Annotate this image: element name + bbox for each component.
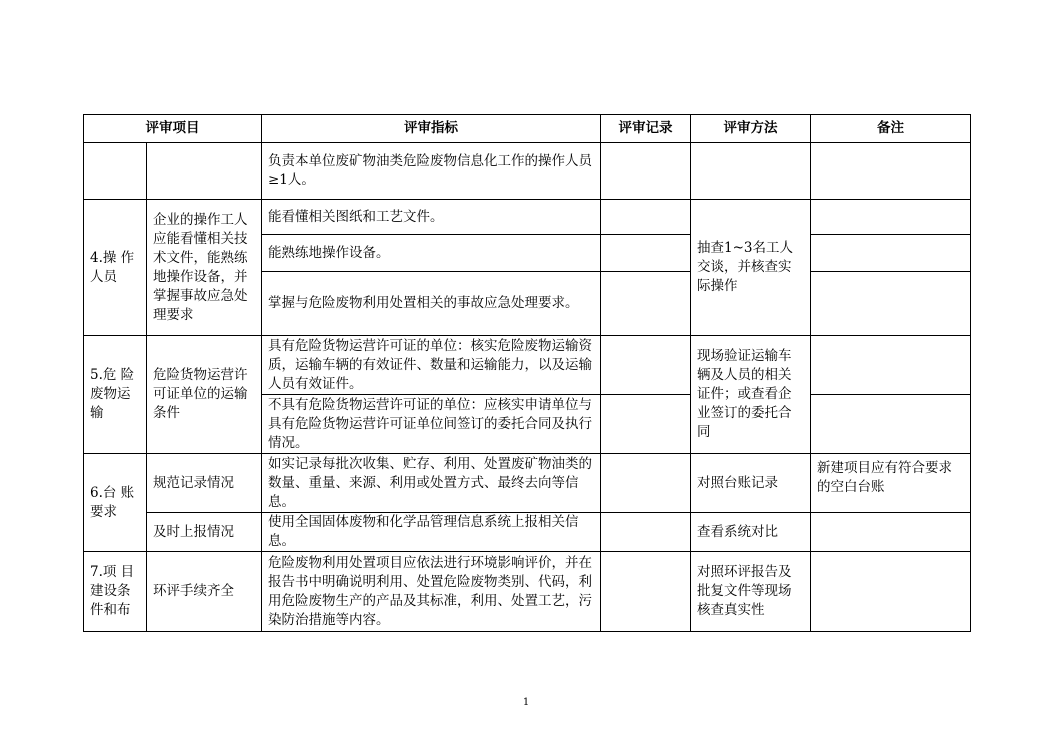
item-cell: 4.操 作人员 <box>84 200 147 336</box>
note-cell <box>811 143 971 200</box>
indicator-cell: 不具有危险货物运营许可证的单位：应核实申请单位与具有危险货物运营许可证单位间签订的委托合同及执行情况。 <box>262 395 601 454</box>
review-table <box>83 114 971 632</box>
record-cell <box>601 513 691 552</box>
note-cell <box>811 513 971 552</box>
sub-item-cell: 危险货物运营许可证单位的运输条件 <box>147 336 262 454</box>
method-cell <box>691 143 811 200</box>
header-review-indicator: 评审指标 <box>262 115 601 143</box>
record-cell <box>601 200 691 235</box>
header-review-record: 评审记录 <box>601 115 691 143</box>
note-cell <box>811 235 971 272</box>
note-cell <box>811 395 971 454</box>
record-cell <box>601 235 691 272</box>
method-cell: 查看系统对比 <box>691 513 811 552</box>
method-cell: 现场验证运输车辆及人员的相关证件；或查看企业签订的委托合同 <box>691 336 811 454</box>
table-row <box>84 454 971 513</box>
indicator-cell: 危险废物利用处置项目应依法进行环境影响评价，并在报告书中明确说明利用、处置危险废物类别、代码，利用危险废物生产的产品及其标准，利用、处置工艺，污染防治措施等内容。 <box>262 552 601 632</box>
note-cell <box>811 552 971 632</box>
note-cell: 新建项目应有符合要求的空白台账 <box>811 454 971 513</box>
table-row <box>84 513 971 552</box>
table-row <box>84 336 971 395</box>
method-cell: 抽查1~3名工人交谈，并核查实际操作 <box>691 200 811 336</box>
record-cell <box>601 552 691 632</box>
method-cell: 对照台账记录 <box>691 454 811 513</box>
indicator-cell: 负责本单位废矿物油类危险废物信息化工作的操作人员≥1人。 <box>262 143 601 200</box>
table-row <box>84 552 971 632</box>
record-cell <box>601 395 691 454</box>
table-row <box>84 200 971 235</box>
indicator-cell: 具有危险货物运营许可证的单位：核实危险废物运输资质，运输车辆的有效证件、数量和运输能力，以及运输人员有效证件。 <box>262 336 601 395</box>
note-cell <box>811 336 971 395</box>
note-cell <box>811 200 971 235</box>
header-review-method: 评审方法 <box>691 115 811 143</box>
indicator-cell: 能熟练地操作设备。 <box>262 235 601 272</box>
header-review-item: 评审项目 <box>84 115 262 143</box>
item-cell: 5.危 险废物运输 <box>84 336 147 454</box>
sub-item-cell: 及时上报情况 <box>147 513 262 552</box>
sub-item-cell <box>147 143 262 200</box>
record-cell <box>601 454 691 513</box>
item-cell: 6.台 账要求 <box>84 454 147 552</box>
note-cell <box>811 272 971 336</box>
item-cell <box>84 143 147 200</box>
method-cell: 对照环评报告及批复文件等现场核查真实性 <box>691 552 811 632</box>
record-cell <box>601 336 691 395</box>
indicator-cell: 能看懂相关图纸和工艺文件。 <box>262 200 601 235</box>
sub-item-cell: 环评手续齐全 <box>147 552 262 632</box>
sub-item-cell: 规范记录情况 <box>147 454 262 513</box>
record-cell <box>601 143 691 200</box>
record-cell <box>601 272 691 336</box>
table-row <box>84 143 971 200</box>
indicator-cell: 如实记录每批次收集、贮存、利用、处置废矿物油类的数量、重量、来源、利用或处置方式、最终去向等信息。 <box>262 454 601 513</box>
item-cell: 7.项 目建设条件和布 <box>84 552 147 632</box>
indicator-cell: 掌握与危险废物利用处置相关的事故应急处理要求。 <box>262 272 601 336</box>
header-note: 备注 <box>811 115 971 143</box>
sub-item-cell: 企业的操作工人应能看懂相关技术文件，能熟练地操作设备，并掌握事故应急处理要求 <box>147 200 262 336</box>
indicator-cell: 使用全国固体废物和化学品管理信息系统上报相关信息。 <box>262 513 601 552</box>
page-number: 1 <box>522 697 530 708</box>
header-row <box>84 115 971 143</box>
